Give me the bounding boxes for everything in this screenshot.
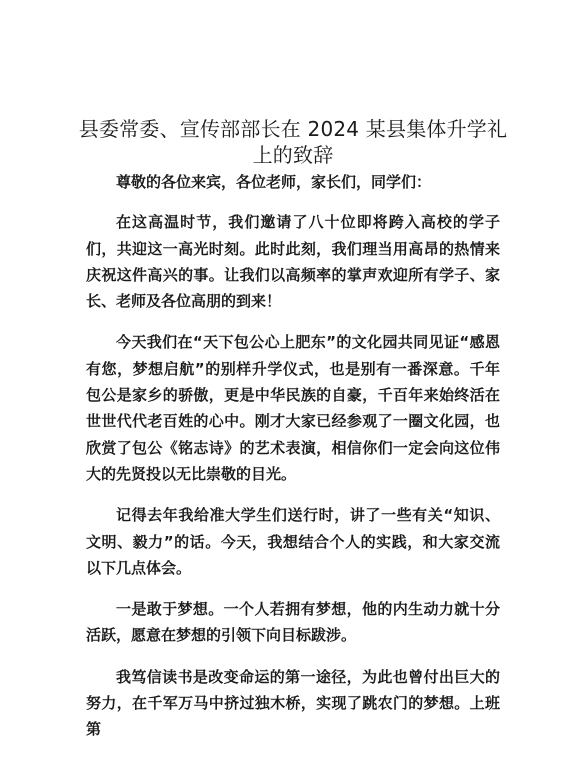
opening-paragraph: 在这高温时节，我们邀请了八十位即将跨入高校的学子们，共迎这一高光时刻。此时此刻，我们理当用高昂的热情来庆祝这件高兴的事。让我们以高频率的掌声欢迎所有学子、家长、老师及各位高朋的到来！ bbox=[86, 213, 500, 311]
culture-park-paragraph: 今天我们在“天下包公心上肥东”的文化园共同见证“感恩有您，梦想启航”的别样升学仪式，也是别有一番深意。千年包公是家乡的骄傲，更是中华民族的自豪，千百年来始终活在世世代代老百姓的心中。刚才大家已经参观了一圈文化园，也欣赏了包公《铭志诗》的艺术表演，相信你们一定会向这位伟大的先贤投以无比崇敬的目光。 bbox=[86, 333, 500, 483]
salutation-paragraph: 尊敬的各位来宾，各位老师，家长们，同学们： bbox=[116, 173, 432, 191]
personal-story-paragraph: 我笃信读书是改变命运的第一途径，为此也曾付出巨大的努力，在千军万马中挤过独木桥，实现了跳农门的梦想。上班第 bbox=[86, 667, 500, 739]
point-one-paragraph: 一是敢于梦想。一个人若拥有梦想，他的内生动力就十分活跃，愿意在梦想的引领下向目标跋涉。 bbox=[86, 600, 500, 645]
title-line-1: 县委常委、宣传部部长在 2024 某县集体升学礼 bbox=[78, 117, 508, 142]
title-line-2: 上的致辞 bbox=[252, 143, 334, 168]
recollection-paragraph: 记得去年我给准大学生们送行时，讲了一些有关“知识、文明、毅力”的话。今天，我想结合个人的实践，和大家交流以下几点体会。 bbox=[86, 506, 500, 577]
document-body bbox=[86, 169, 500, 758]
document-title bbox=[70, 116, 516, 168]
